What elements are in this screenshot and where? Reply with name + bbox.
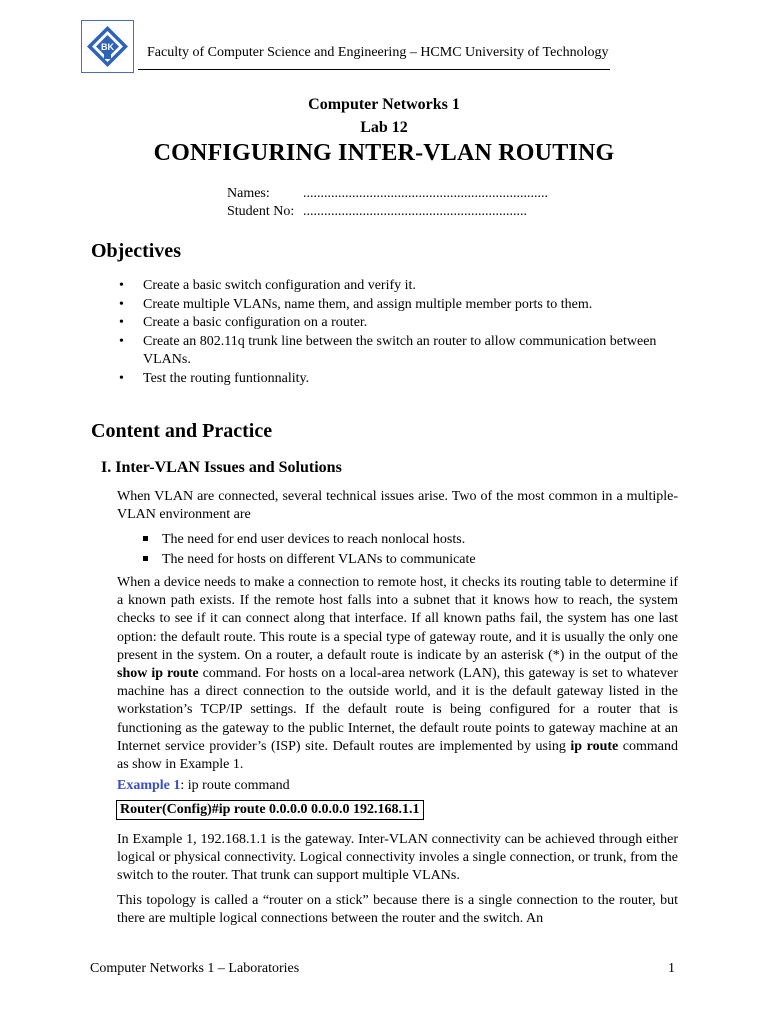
- list-item: • Create a basic configuration on a router.: [119, 314, 659, 333]
- code-block: Router(Config)#ip route 0.0.0.0 0.0.0.0 192.168.1.1: [116, 800, 424, 820]
- gateway-paragraph: In Example 1, 192.168.1.1 is the gateway. Inter-VLAN connectivity can be achieved through either logical or physical connectivity. Logical connectivity involes a single connection, or trunk, from the switch to the router. That trunk can support multiple VLANs.: [117, 832, 678, 884]
- list-item: • Create an 802.11q trunk line between the switch an router to allow communication between VLANs.: [119, 333, 659, 370]
- page-number: 1: [668, 961, 675, 976]
- header-divider: [138, 69, 610, 70]
- list-item: The need for end user devices to reach nonlocal hosts.: [143, 530, 476, 550]
- student-no-field: ................................................................: [303, 204, 527, 219]
- topology-paragraph: This topology is called a “router on a stick” because there is a single connection to the router, but there are multiple logical connections between the router and the switch. An: [117, 893, 678, 927]
- footer-title: Computer Networks 1 – Laboratories: [90, 961, 300, 976]
- course-name: Computer Networks 1: [308, 96, 460, 113]
- routing-paragraph: [117, 574, 678, 774]
- list-item: • Create multiple VLANs, name them, and assign multiple member ports to them.: [119, 296, 659, 315]
- issues-list: [143, 530, 476, 569]
- objectives-heading: Objectives: [91, 240, 181, 262]
- list-item: • Test the routing funtionnality.: [119, 370, 659, 389]
- example-text: : ip route command: [180, 778, 290, 793]
- text-span: command. For hosts on a local-area network (LAN), this gateway is set to whatever machine has a direct connection to the outside world, and it is the default gateway listed in the workstation’s TCP/IP settings. If the default route is being configured for a router that is functioning as the gateway to the public Internet, the default route points to gateway machine at an Internet service provider’s (ISP) site. Default routes are implemented by using: [117, 666, 678, 754]
- command-show-ip-route: show ip route: [117, 666, 199, 682]
- page-title: CONFIGURING INTER-VLAN ROUTING: [153, 140, 615, 166]
- university-logo: [81, 20, 134, 73]
- objectives-list: [119, 277, 659, 389]
- names-label: Names:: [227, 186, 270, 201]
- lab-number: Lab 12: [360, 119, 408, 136]
- example-caption: [117, 778, 290, 794]
- institution-header: Faculty of Computer Science and Engineering – HCMC University of Technology: [147, 45, 609, 60]
- logo-text: BK: [101, 42, 114, 52]
- text-span: command as show in Example 1.: [117, 738, 678, 773]
- example-label: Example 1: [117, 778, 181, 793]
- list-item: The need for hosts on different VLANs to communicate: [143, 550, 476, 570]
- names-field: ......................................................................: [303, 186, 548, 201]
- section-heading: I. Inter-VLAN Issues and Solutions: [101, 459, 342, 476]
- text-span: When a device needs to make a connection to remote host, it checks its routing table to determine if a known path exists. If the remote host falls into a subnet that it knows how to reach, the system checks to see if it can connect along that interface. If all known paths fail, the system has one last option: the default route. This route is a special type of gateway route, and it is usually the only one present in the system. On a router, a default route is indicate by an asterisk (*) in the output of the: [117, 575, 678, 663]
- list-item: • Create a basic switch configuration and verify it.: [119, 277, 659, 296]
- student-no-label: Student No:: [227, 204, 295, 219]
- command-ip-route: ip route: [570, 738, 619, 754]
- bk-logo-icon: [82, 21, 133, 72]
- content-heading: Content and Practice: [91, 420, 273, 442]
- intro-paragraph: When VLAN are connected, several technical issues arise. Two of the most common in a multiple-VLAN environment are: [117, 489, 678, 523]
